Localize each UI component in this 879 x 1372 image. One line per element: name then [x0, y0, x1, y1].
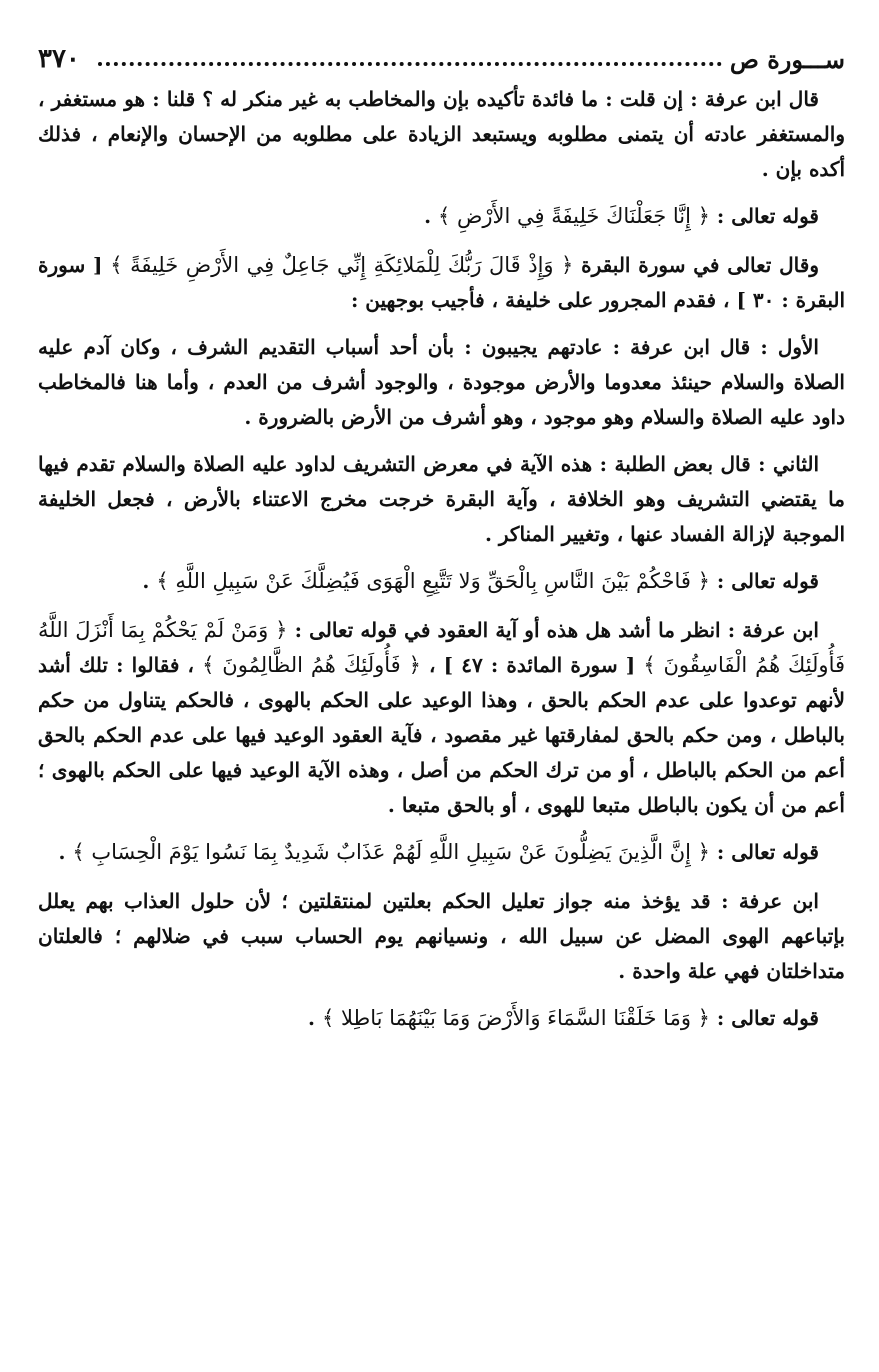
paragraph-5: الثاني : قال بعض الطلبة : هذه الآية في معرض التشريف لداود عليه الصلاة والسلام تقدم فيها ما يقتضي التشريف وهو الخلافة ، وآية البقرة خرجت مخرج الاعتناء بالأرض ، فجعل الخليفة الموجبة لإزالة الفساد عنها ، وتغيير المناكر .	[38, 452, 845, 546]
page-header	[38, 40, 845, 78]
page-number: ٣٧٠	[38, 44, 80, 74]
paragraph-9: ابن عرفة : قد يؤخذ منه جواز تعليل الحكم بعلتين لمنتقلتين ؛ لأن حلول العذاب بهم يعلل بإتباعهم الهوى المضل عن سبيل الله ، ونسيانهم يوم الحساب سبب في ضلالهم ؛ فالعلتان متداخلتان فهي علة واحدة .	[38, 889, 845, 983]
paragraph-1: قال ابن عرفة : إن قلت : ما فائدة تأكيده بإن والمخاطب به غير منكر له ؟ قلنا : هو مستغفر ، والمستغفر عادته أن يتمنى مطلوبه ويستبعد الزيادة على مطلوبه من الإحسان والإنعام ، فذلك أكده بإن .	[38, 87, 845, 181]
quran-verse: ﴿ إِنَّا جَعَلْنَاكَ خَلِيفَةً فِي الأَرْضِ ﴾	[438, 204, 710, 228]
quran-verse: ﴿ وَمَنْ لَمْ يَحْكُمْ بِمَا أَنْزَلَ اللَّهُ فَأُولَئِكَ هُمُ الْفَاسِقُونَ ﴾	[38, 618, 846, 677]
header-dotted-rule	[98, 62, 722, 66]
quran-verse: ﴿ إِنَّ الَّذِينَ يَضِلُّونَ عَنْ سَبِيلِ اللَّهِ لَهُمْ عَذَابٌ شَدِيدٌ بِمَا نَسُوا يَوْمَ الْحِسَابِ ﴾	[72, 840, 710, 864]
quran-verse: ﴿ وَمَا خَلَقْنَا السَّمَاءَ وَالأَرْضَ وَمَا بَيْنَهُمَا بَاطِلا ﴾	[321, 1006, 710, 1030]
quran-verse: ﴿ فَأُولَئِكَ هُمُ الظَّالِمُونَ ﴾	[202, 653, 421, 677]
paragraph-4: الأول : قال ابن عرفة : عادتهم يجيبون : بأن أحد أسباب التقديم الشرف ، وكان آدم عليه الصلاة والسلام حينئذ معدوما والأرض موجودة ، والوجود أشرف من العدم ، وأما هنا فالمخاطب داود عليه الصلاة والسلام وهو موجود ، وهو أشرف من الأرض بالضرورة .	[38, 335, 845, 429]
paragraph-10: قوله تعالى : ﴿ وَمَا خَلَقْنَا السَّمَاءَ وَالأَرْضَ وَمَا بَيْنَهُمَا بَاطِلا ﴾ .	[308, 1006, 819, 1030]
quran-verse: ﴿ وَإِذْ قَالَ رَبُّكَ لِلْمَلائِكَةِ إِنِّي جَاعِلٌ فِي الأَرْضِ خَلِيفَةً ﴾	[110, 253, 574, 277]
paragraph-3: وقال تعالى في سورة البقرة ﴿ وَإِذْ قَالَ رَبُّكَ لِلْمَلائِكَةِ إِنِّي جَاعِلٌ فِي الأَرْضِ خَلِيفَةً ﴾ [ سورة البقرة : ٣٠ ] ، فقدم المجرور على خليفة ، فأجيب بوجهين :	[38, 253, 845, 312]
paragraph-8: قوله تعالى : ﴿ إِنَّ الَّذِينَ يَضِلُّونَ عَنْ سَبِيلِ اللَّهِ لَهُمْ عَذَابٌ شَدِيدٌ بِمَا نَسُوا يَوْمَ الْحِسَابِ ﴾ .	[58, 840, 819, 864]
paragraph-6: قوله تعالى : ﴿ فَاحْكُمْ بَيْنَ النَّاسِ بِالْحَقِّ وَلا تَتَّبِعِ الْهَوَى فَيُضِلَّكَ عَنْ سَبِيلِ اللَّهِ ﴾ .	[142, 569, 819, 593]
book-page	[38, 40, 845, 1050]
paragraph-7: ابن عرفة : انظر ما أشد هل هذه أو آية العقود في قوله تعالى : ﴿ وَمَنْ لَمْ يَحْكُمْ بِمَا أَنْزَلَ اللَّهُ فَأُولَئِكَ هُمُ الْفَاسِقُونَ ﴾ [ سورة المائدة : ٤٧ ] ، ﴿ فَأُولَئِكَ هُمُ الظَّالِمُونَ ﴾ ، فقالوا : تلك أشد لأنهم توعدوا على عدم الحكم بالحق ، وهذا الوعيد على الحكم بالهوى ، فالحكم يتناول من حكم بالباطل ، ومن حكم بالحق لمفارقتها غير مقصود ، فآية العقود الوعيد فيها على عدم الحكم بالحق أعم من الحكم بالباطل ، أو من ترك الحكم من أصل ، وهذه الآية الوعيد فيها على الحكم بالهوى ؛ أعم من أن يكون بالباطل متبعا للهوى ، أو بالحق متبعا .	[38, 618, 846, 817]
paragraph-2: قوله تعالى : ﴿ إِنَّا جَعَلْنَاكَ خَلِيفَةً فِي الأَرْضِ ﴾ .	[424, 204, 819, 228]
quran-verse: ﴿ فَاحْكُمْ بَيْنَ النَّاسِ بِالْحَقِّ وَلا تَتَّبِعِ الْهَوَى فَيُضِلَّكَ عَنْ سَبِيلِ اللَّهِ ﴾	[156, 569, 710, 593]
surah-title: ســـورة ص	[729, 44, 845, 74]
